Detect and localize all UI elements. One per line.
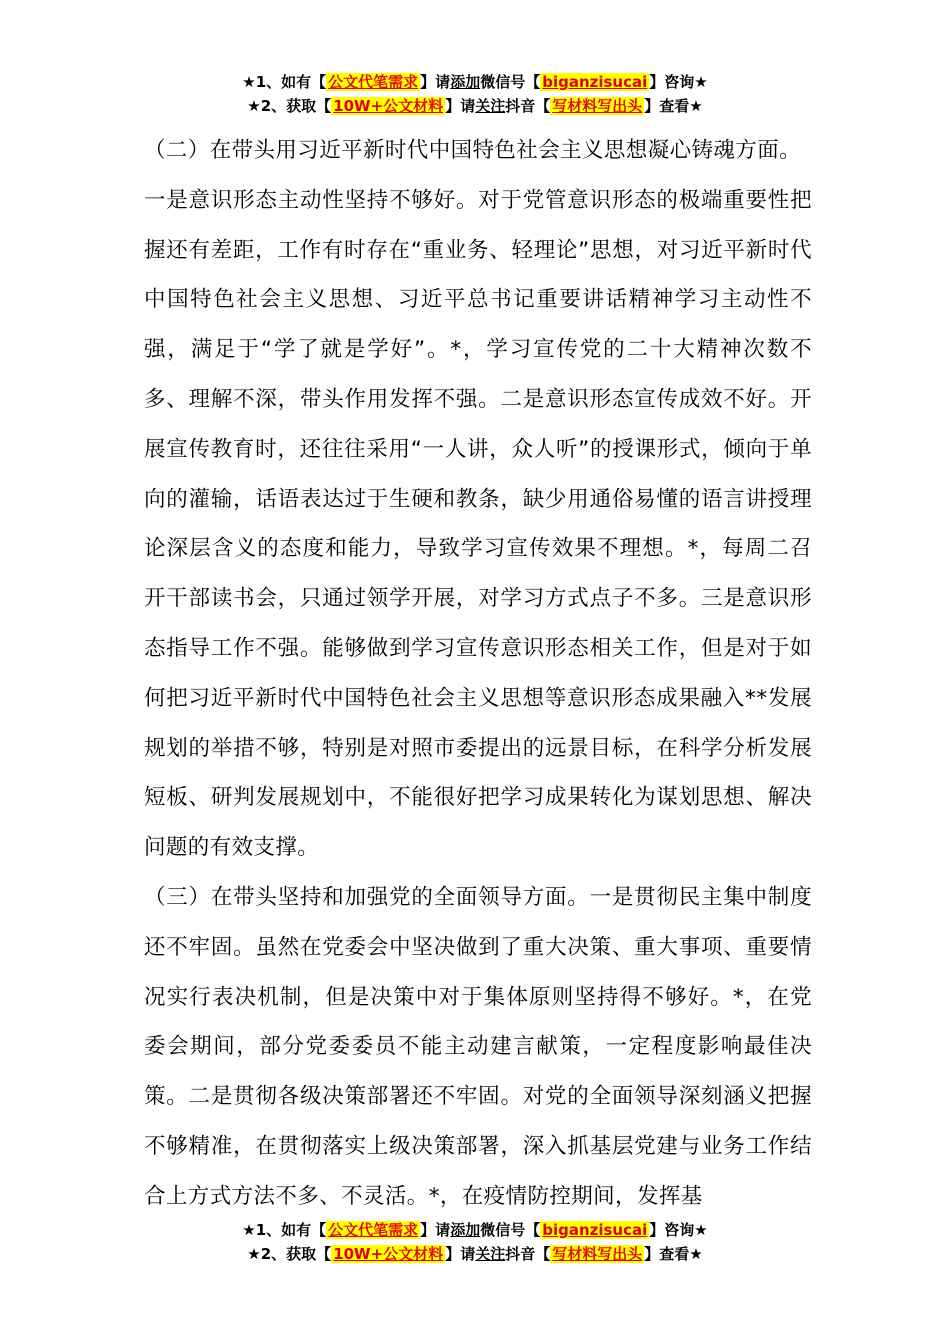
promo-highlight: 公文代笔需求 xyxy=(328,73,419,91)
promo-text: 】查看★ xyxy=(644,1245,703,1263)
header-promo-banner xyxy=(0,70,950,118)
promo-highlight: 写材料写出头 xyxy=(552,97,643,115)
promo-highlight: 公文代笔需求 xyxy=(328,1221,419,1239)
promo-highlight: biganzisucai xyxy=(542,73,648,91)
promo-text: ★2、获取【 xyxy=(247,1245,332,1263)
footer-promo-banner xyxy=(0,1218,950,1266)
promo-highlight: biganzisucai xyxy=(542,1221,648,1239)
promo-emphasis: 添加 xyxy=(450,73,481,91)
promo-text: ★1、如有【 xyxy=(242,73,327,91)
promo-text: 】请 xyxy=(445,97,476,115)
section-paragraph-3: （三）在带头坚持和加强党的全面领导方面。一是贯彻民主集中制度还不牢固。虽然在党委会中坚决做到了重大决策、重大事项、重要情况实行表决机制，但是决策中对于集体原则坚持得不够好。*，在党委会期间，部分党委委员不能主动建言献策，一定程度影响最佳决策。二是贯彻各级决策部署还不牢固。对党的全面领导深刻涵义把握不够精准，在贯彻落实上级决策部署，深入抓基层党建与业务工作结合上方式方法不多、不灵活。*，在疫情防控期间，发挥基 xyxy=(144,884,812,1209)
promo-text: 】查看★ xyxy=(644,97,703,115)
promo-text: 】请 xyxy=(420,1221,451,1239)
body-paragraph: 一是意识形态主动性坚持不够好。对于党管意识形态的极端重要性把握还有差距，工作有时存在“重业务、轻理论”思想，对习近平新时代中国特色社会主义思想、习近平总书记重要讲话精神学习主动性不强，满足于“学了就是学好”。*，学习宣传党的二十大精神次数不多、理解不深，带头作用发挥不强。二是意识形态宣传成效不好。开展宣传教育时，还往往采用“一人讲，众人听”的授课形式，倾向于单向的灌输，话语表达过于生硬和教条，缺少用通俗易懂的语言讲授理论深层含义的态度和能力，导致学习宣传效果不理想。*，每周二召开干部读书会，只通过领学开展，对学习方式点子不多。三是意识形态指导工作不强。能够做到学习宣传意识形态相关工作，但是对于如何把习近平新时代中国特色社会主义思想等意识形态成果融入**发展规划的举措不够，特别是对照市委提出的远景目标，在科学分析发展短板、研判发展规划中，不能很好把学习成果转化为谋划思想、解决问题的有效支撑。 xyxy=(144,187,812,861)
promo-emphasis: 关注 xyxy=(475,97,506,115)
document-body xyxy=(144,126,812,1222)
promo-emphasis: 添加 xyxy=(450,1221,481,1239)
promo-text: ★1、如有【 xyxy=(242,1221,327,1239)
promo-text: 微信号【 xyxy=(480,73,541,91)
promo-highlight: 写材料写出头 xyxy=(552,1245,643,1263)
promo-line-1 xyxy=(0,70,950,94)
promo-line-2 xyxy=(0,94,950,118)
promo-emphasis: 关注 xyxy=(475,1245,506,1263)
promo-line-2 xyxy=(0,1242,950,1266)
promo-text: 抖音【 xyxy=(505,97,551,115)
promo-highlight: 10W+公文材料 xyxy=(333,1245,444,1263)
promo-text: 抖音【 xyxy=(505,1245,551,1263)
promo-text: 】咨询★ xyxy=(649,73,708,91)
section-heading-2: （二）在带头用习近平新时代中国特色社会主义思想凝心铸魂方面。 xyxy=(144,138,802,163)
promo-text: 微信号【 xyxy=(480,1221,541,1239)
promo-text: 】咨询★ xyxy=(649,1221,708,1239)
promo-highlight: 10W+公文材料 xyxy=(333,97,444,115)
promo-text: 】请 xyxy=(420,73,451,91)
promo-text: 】请 xyxy=(445,1245,476,1263)
promo-line-1 xyxy=(0,1218,950,1242)
promo-text: ★2、获取【 xyxy=(247,97,332,115)
